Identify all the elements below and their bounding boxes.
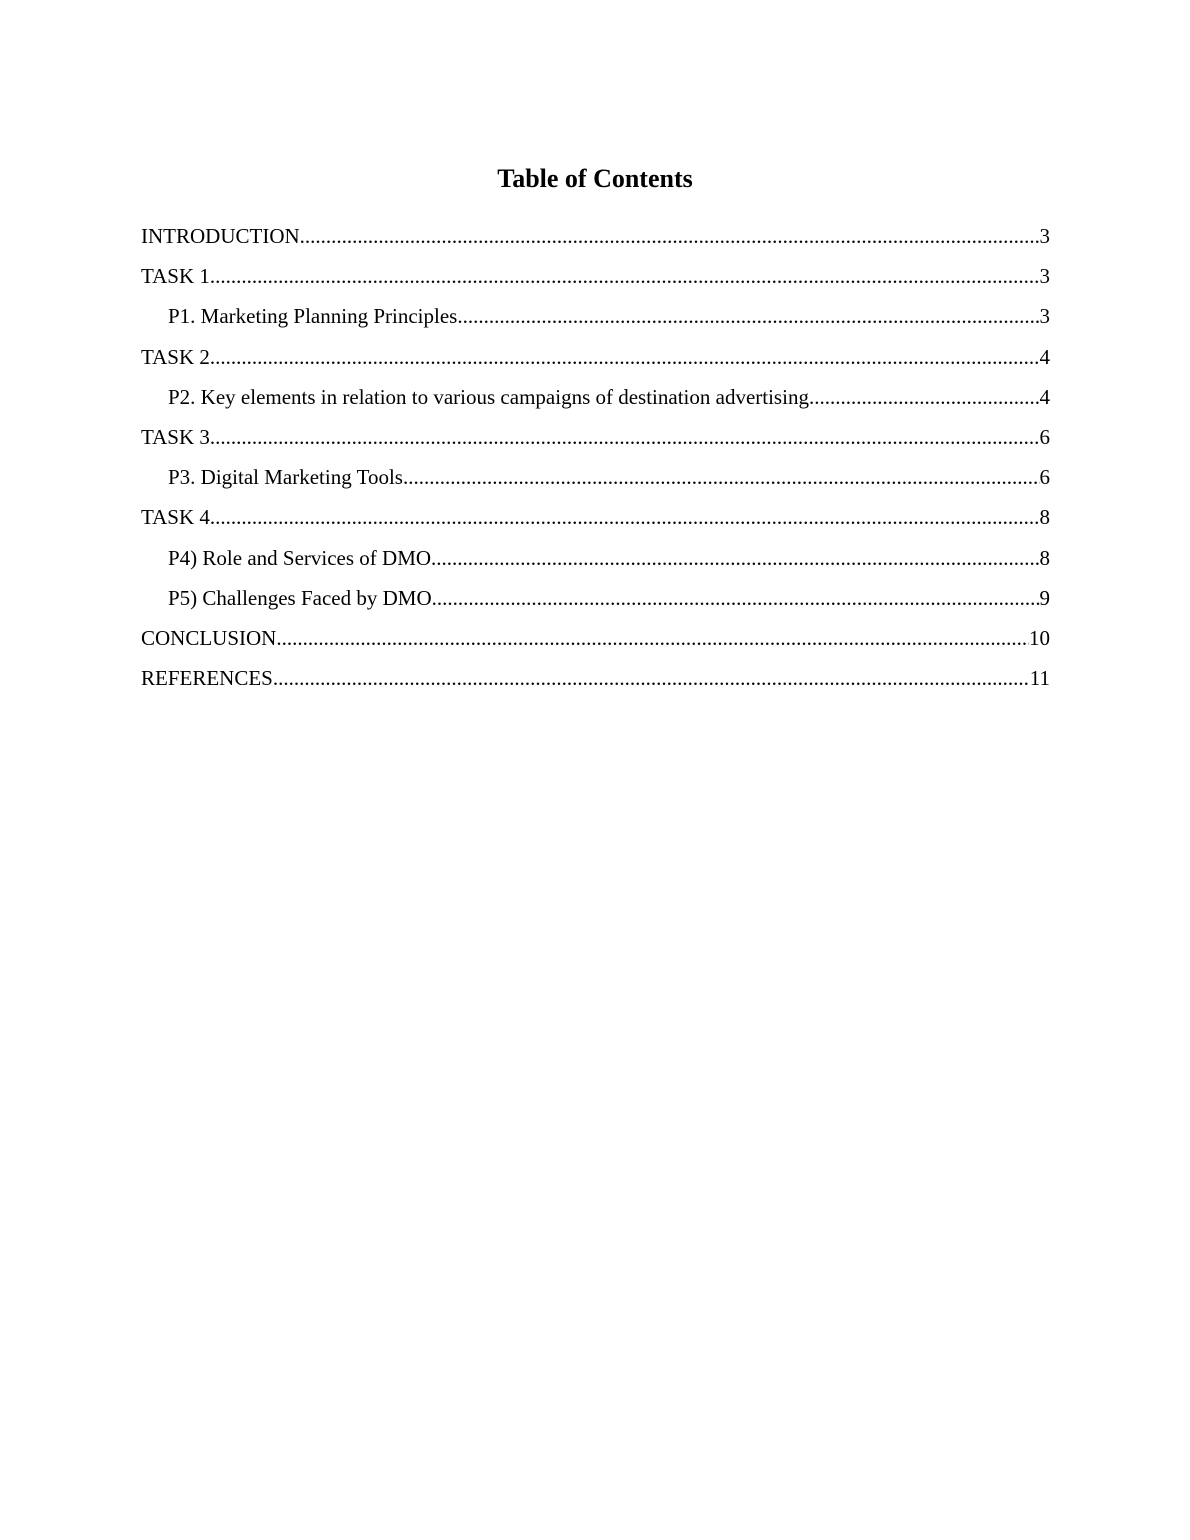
- toc-entry-page-number: 11: [1030, 662, 1050, 694]
- toc-entry-p1-marketing-planning[interactable]: [141, 300, 1050, 340]
- toc-entry-page-number: 6: [1040, 461, 1051, 493]
- dot-leader: [457, 300, 1039, 332]
- toc-entry-label: TASK 2: [141, 341, 210, 373]
- dot-leader: [210, 260, 1040, 292]
- toc-title: Table of Contents: [497, 164, 693, 193]
- toc-entry-page-number: 4: [1040, 381, 1051, 413]
- toc-entry-label: INTRODUCTION: [141, 220, 300, 252]
- toc-entry-page-number: 3: [1040, 300, 1051, 332]
- toc-entry-label: P4) Role and Services of DMO: [168, 542, 431, 574]
- toc-entry-introduction[interactable]: [141, 220, 1050, 260]
- toc-entry-page-number: 8: [1040, 501, 1051, 533]
- toc-entry-p5-challenges-dmo[interactable]: [141, 582, 1050, 622]
- dot-leader: [431, 542, 1039, 574]
- toc-entry-p3-digital-marketing-tools[interactable]: [141, 461, 1050, 501]
- toc-entry-page-number: 9: [1040, 582, 1051, 614]
- toc-entry-page-number: 3: [1040, 220, 1051, 252]
- dot-leader: [210, 341, 1040, 373]
- dot-leader: [300, 220, 1040, 252]
- toc-entry-page-number: 6: [1040, 421, 1051, 453]
- dot-leader: [809, 381, 1040, 413]
- dot-leader: [276, 622, 1029, 654]
- toc-entry-page-number: 10: [1029, 622, 1050, 654]
- toc-entry-p4-role-services-dmo[interactable]: [141, 542, 1050, 582]
- toc-entry-references[interactable]: [141, 662, 1050, 702]
- toc-entry-label: REFERENCES: [141, 662, 273, 694]
- toc-entry-label: CONCLUSION: [141, 622, 276, 654]
- toc-entry-page-number: 8: [1040, 542, 1051, 574]
- dot-leader: [210, 501, 1040, 533]
- toc-entry-page-number: 4: [1040, 341, 1051, 373]
- toc-entry-label: TASK 1: [141, 260, 210, 292]
- toc-entry-task-2[interactable]: [141, 341, 1050, 381]
- toc-entry-task-3[interactable]: [141, 421, 1050, 461]
- dot-leader: [210, 421, 1040, 453]
- toc-entry-page-number: 3: [1040, 260, 1051, 292]
- toc-entry-conclusion[interactable]: [141, 622, 1050, 662]
- toc-entry-label: TASK 4: [141, 501, 210, 533]
- toc-entry-task-1[interactable]: [141, 260, 1050, 300]
- toc-entry-p2-key-elements[interactable]: [141, 381, 1050, 421]
- toc-entry-label: P2. Key elements in relation to various campaigns of destination advertising: [168, 381, 809, 413]
- dot-leader: [403, 461, 1040, 493]
- toc-entry-label: P3. Digital Marketing Tools: [168, 461, 403, 493]
- toc-entry-label: P5) Challenges Faced by DMO: [168, 582, 432, 614]
- toc-entry-task-4[interactable]: [141, 501, 1050, 541]
- toc-entry-label: TASK 3: [141, 421, 210, 453]
- dot-leader: [273, 662, 1030, 694]
- toc-entry-label: P1. Marketing Planning Principles: [168, 300, 457, 332]
- table-of-contents: [141, 220, 1050, 702]
- dot-leader: [432, 582, 1040, 614]
